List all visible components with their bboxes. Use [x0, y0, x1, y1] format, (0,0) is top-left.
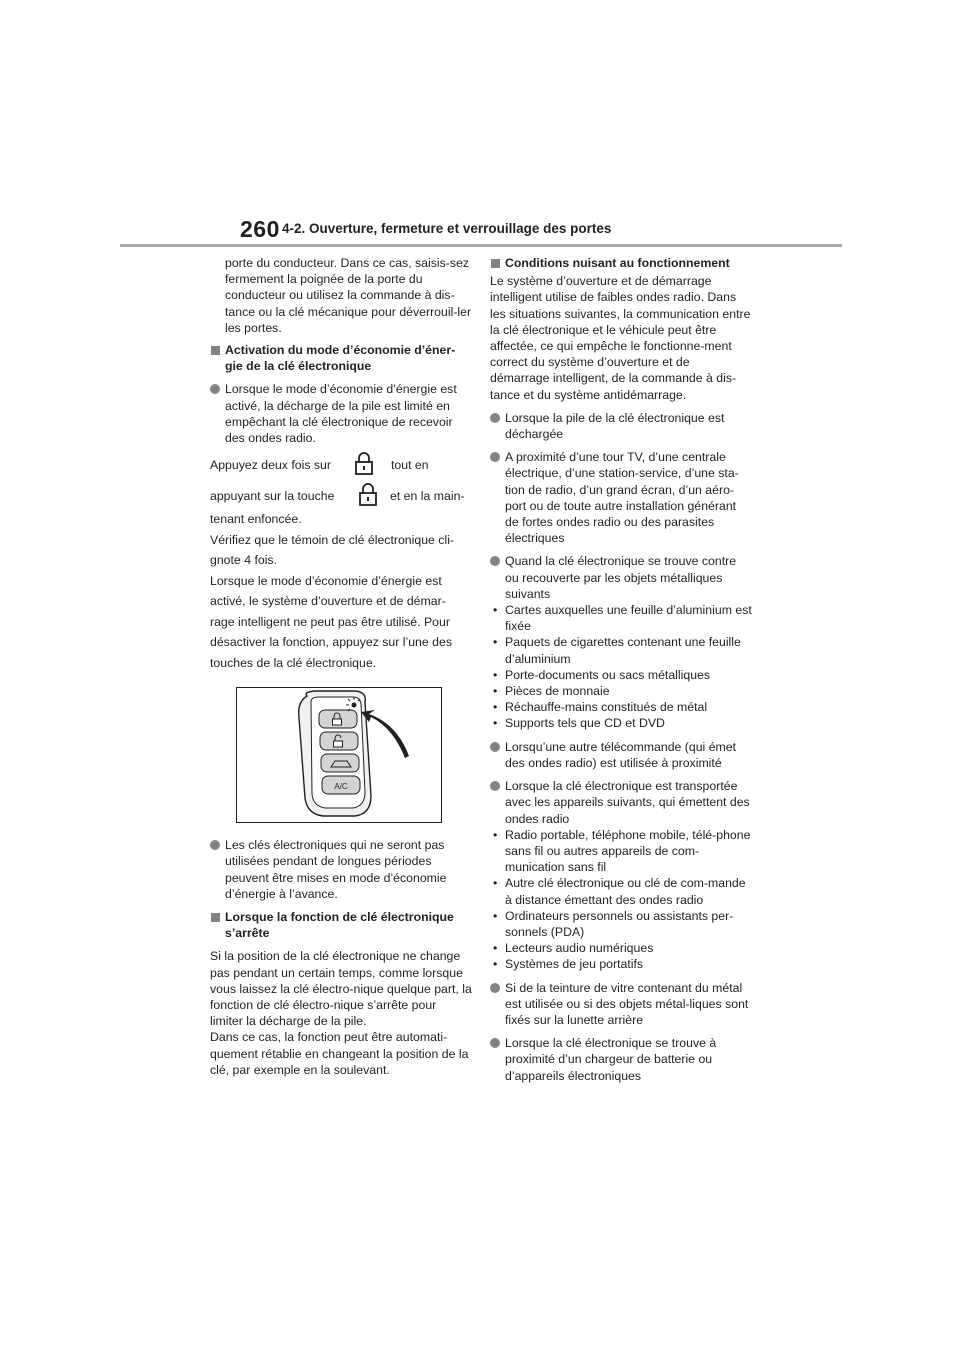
- trunk-button-shape: [321, 754, 359, 772]
- round-bullet-icon: [490, 413, 500, 423]
- sub-item-text: Radio portable, téléphone mobile, télé-phone sans fil ou autres appareils de com-munication sans fil: [505, 827, 751, 875]
- round-bullet-icon: [490, 781, 500, 791]
- continued-paragraph: porte du conducteur. Dans ce cas, saisis-sez fermement la poignée de la porte du conducteur ou utilisez la commande à dis-tance ou la clé mécanique pour déverrouil-ler les portes.: [225, 256, 472, 335]
- sub-list-item: • Ordinateurs personnels ou assistants per-sonnels (PDA): [493, 908, 734, 939]
- round-bullet-icon: [490, 556, 500, 566]
- sub-list-item: • Paquets de cigarettes contenant une feuille d’aluminium: [493, 635, 741, 666]
- round-bullet-icon: [490, 1038, 500, 1048]
- sub-list-item: • Lecteurs audio numériques: [493, 941, 654, 956]
- key-fob-figure: [236, 687, 442, 823]
- bullet-item: [490, 980, 752, 1029]
- sub-item-text: Réchauffe-mains constitués de métal: [505, 700, 708, 715]
- sub-list-item: • Pièces de monnaie: [493, 684, 610, 699]
- body-paragraph: Dans ce cas, la fonction peut être automati-quement rétablie en changeant la position de la clé, par exemple en la soulevant.: [210, 1030, 469, 1077]
- heading-energy-saving: [210, 342, 472, 374]
- bullet-text: Les clés électroniques qui ne seront pas utilisées pendant de longues périodes peuvent être mises en mode d’économie d’énergie à l’avance.: [225, 838, 447, 901]
- sub-item-text: Cartes auxquelles une feuille d’aluminium est fixée: [505, 603, 752, 634]
- bullet-text: A proximité d’une tour TV, d’une centrale électrique, d’une station-service, d’une sta-tion de radio, d’un grand écran, d’un aéro-port ou de toute autre installation générant de fortes ondes radio ou des parasites électriques: [505, 450, 739, 546]
- round-bullet-icon: [490, 452, 500, 462]
- sub-list-item: • Systèmes de jeu portatifs: [493, 957, 644, 972]
- square-bullet-icon: [211, 913, 220, 922]
- sub-list-item: • Réchauffe-mains constitués de métal: [493, 700, 708, 715]
- body-line: tenant enfoncée.: [210, 512, 302, 527]
- square-bullet-icon: [491, 259, 500, 268]
- bullet-text: Lorsque la clé électronique se trouve à proximité d’un chargeur de batterie ou d’appareils électroniques: [505, 1036, 717, 1083]
- ac-button-label: A/C: [334, 782, 348, 792]
- electronic-key-illustration: [237, 688, 441, 822]
- section-title: 4-2. Ouverture, fermeture et verrouillage des portes: [282, 221, 612, 236]
- body-line: Vérifiez que le témoin de clé électronique cli-: [210, 532, 455, 547]
- sub-item-text: Pièces de monnaie: [505, 684, 610, 699]
- left-column: [210, 255, 472, 1084]
- heading-interference-conditions: [490, 255, 752, 271]
- sub-item-text: Ordinateurs personnels ou assistants per-sonnels (PDA): [505, 908, 734, 939]
- lock-button-icon: [357, 481, 379, 507]
- sub-item-text: Supports tels que CD et DVD: [505, 716, 665, 731]
- body-paragraph: Si la position de la clé électronique ne change pas pendant un certain temps, comme lorsque vous laissez la clé électro-nique quelque part, la fonction de clé électro-nique s’arrête pour limiter la décharge de la pile.: [210, 949, 472, 1029]
- sub-item-text: Systèmes de jeu portatifs: [505, 957, 644, 972]
- sub-list-item: • Autre clé électronique ou clé de com-mande à distance émettant des ondes radio: [493, 876, 746, 907]
- bullet-item: [490, 553, 752, 602]
- instruction-line: [210, 453, 472, 478]
- body-paragraph: Le système d’ouverture et de démarrage intelligent utilise de faibles ondes radio. Dans les situations suivantes, la communication entre la clé électronique et le véhicule peut être affectée, ce qui empêche le fonctionne-ment correct du système d’ouverture et de démarrage intelligent, de la commande à dis-tance et du système antidémarrage.: [490, 274, 751, 402]
- lock-button-icon: [353, 450, 375, 476]
- bullet-text: Lorsque la pile de la clé électronique est déchargée: [505, 410, 725, 442]
- round-bullet-icon: [490, 742, 500, 752]
- heading-text: Conditions nuisant au fonctionnement: [505, 256, 730, 270]
- bullet-text: Lorsque le mode d’économie d’énergie est activé, la décharge de la pile est limité en empêchant la clé électronique de recevoir des ondes radio.: [225, 382, 457, 446]
- instruction-text: et en la main-: [390, 489, 465, 504]
- square-bullet-icon: [211, 346, 220, 355]
- bullet-item: [490, 739, 752, 771]
- body-line: gnote 4 fois.: [210, 553, 277, 568]
- round-bullet-icon: [490, 983, 500, 993]
- sub-item-text: Paquets de cigarettes contenant une feuille d’aluminium: [505, 635, 741, 666]
- sub-item-text: Porte-documents ou sacs métalliques: [505, 667, 711, 682]
- bullet-text: Lorsque la clé électronique est transportée avec les appareils suivants, qui émettent des ondes radio: [505, 779, 750, 826]
- instruction-text: Appuyez deux fois sur: [210, 458, 331, 473]
- bullet-text: Lorsqu’une autre télécommande (qui émet des ondes radio) est utilisée à proximité: [505, 739, 737, 770]
- round-bullet-icon: [210, 840, 220, 850]
- body-line: désactiver la fonction, appuyez sur l’une des: [210, 635, 452, 650]
- bullet-item: [490, 1035, 752, 1084]
- heading-key-function-stops: [210, 909, 472, 941]
- round-bullet-icon: [210, 384, 220, 394]
- right-column: [490, 255, 752, 1091]
- sub-list: [490, 827, 752, 973]
- heading-text: Activation du mode d’économie d’éner-gie de la clé électronique: [225, 343, 456, 374]
- instruction-line: [210, 484, 472, 509]
- bullet-item: [490, 449, 752, 546]
- heading-text: Lorsque la fonction de clé électronique s’arrête: [225, 910, 454, 941]
- bullet-text: Quand la clé électronique se trouve contre ou recouverte par les objets métalliques suivants: [505, 554, 737, 601]
- header-divider: [120, 244, 842, 247]
- bullet-item: [490, 410, 752, 442]
- bullet-item: [210, 837, 472, 902]
- instruction-text: tout en: [391, 458, 429, 473]
- page-number: 260: [240, 216, 280, 242]
- sub-list-item: • Porte-documents ou sacs métalliques: [493, 667, 711, 682]
- body-line: rage intelligent ne peut pas être utilisé. Pour: [210, 614, 450, 629]
- sub-list-item: • Cartes auxquelles une feuille d’aluminium est fixée: [493, 603, 752, 634]
- bullet-text: Si de la teinture de vitre contenant du métal est utilisée ou si des objets métal-liques sont fixés sur la lunette arrière: [505, 980, 749, 1027]
- body-line: Lorsque le mode d’économie d’énergie est: [210, 573, 442, 588]
- sub-item-text: Lecteurs audio numériques: [505, 941, 654, 956]
- body-line: touches de la clé électronique.: [210, 655, 377, 670]
- instruction-text: appuyant sur la touche: [210, 489, 335, 504]
- bullet-item: [490, 778, 752, 827]
- sub-list-item: • Supports tels que CD et DVD: [493, 716, 665, 731]
- sub-list: [490, 602, 752, 732]
- bullet-item: [210, 381, 472, 446]
- body-line: activé, le système d’ouverture et de démar-: [210, 594, 446, 609]
- sub-list-item: • Radio portable, téléphone mobile, télé-phone sans fil ou autres appareils de com-munication sans fil: [493, 827, 751, 875]
- sub-item-text: Autre clé électronique ou clé de com-mande à distance émettant des ondes radio: [505, 876, 746, 907]
